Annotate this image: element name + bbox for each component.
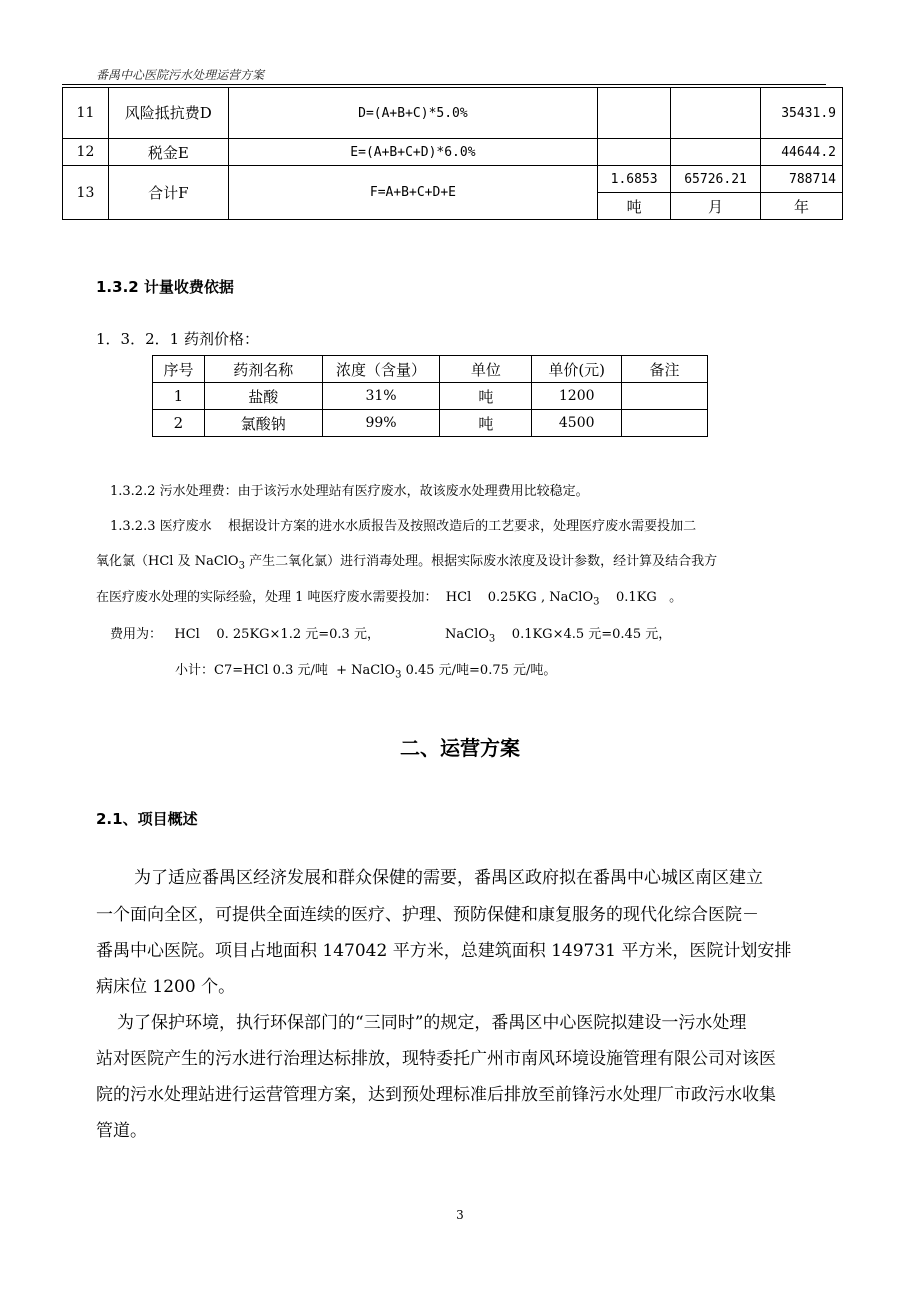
text-fragment: 氧化氯（HCl 及 NaClO	[96, 554, 239, 569]
col-header: 序号	[153, 356, 205, 383]
paragraph-1-3-2-3-line1: 1.3.2.3 医疗废水 根据设计方案的进水水质报告及按照改造后的工艺要求，处理医疗废水需要投加二	[110, 519, 697, 534]
table-row	[63, 166, 843, 193]
unit-year: 年	[761, 193, 843, 220]
row-item: 税金E	[108, 139, 228, 166]
reagent-price-table	[152, 355, 708, 437]
row-per-ton	[598, 88, 671, 139]
para2-line: 为了保护环境，执行环保部门的“三同时”的规定，番禺区中心医院拟建设一污水处理	[117, 1013, 747, 1033]
cell: 吨	[440, 410, 532, 437]
page-header-title: 番禺中心医院污水处理运营方案	[96, 68, 265, 82]
para1-line: 病床位 1200 个。	[96, 977, 236, 997]
table-row	[153, 383, 708, 410]
row-per-ton: 1.6853	[598, 166, 671, 193]
header-divider	[62, 84, 826, 85]
subscript: 3	[238, 560, 245, 572]
cell: 2	[153, 410, 205, 437]
cell: 99%	[322, 410, 440, 437]
unit-month: 月	[671, 193, 761, 220]
row-total: 44644.2	[761, 139, 843, 166]
cost-table	[62, 87, 843, 220]
paragraph-1-3-2-3-line2	[96, 550, 717, 572]
cell: 1	[153, 383, 205, 410]
text-fragment: 小计：C7=HCl 0.3 元/吨 + NaClO	[175, 663, 396, 678]
row-per-month	[671, 139, 761, 166]
cell	[622, 383, 708, 410]
col-header: 备注	[622, 356, 708, 383]
row-per-ton	[598, 139, 671, 166]
text-fragment: 0.1KG 。	[599, 590, 683, 605]
table-row	[63, 88, 843, 139]
subscript: 3	[488, 633, 496, 645]
section-heading-2-1: 2.1、项目概述	[96, 810, 198, 828]
text-fragment: 在医疗废水处理的实际经验，处理 1 吨医疗废水需要投加： HCl 0.25KG , NaClO	[96, 590, 594, 605]
row-no: 11	[63, 88, 109, 139]
col-header: 药剂名称	[204, 356, 322, 383]
chapter-title: 二、运营方案	[400, 736, 520, 760]
text-fragment: 产生二氧化氯）进行消毒处理。根据实际废水浓度及设计参数，经计算及结合我方	[244, 554, 718, 569]
para1-line: 番禺中心医院。项目占地面积 147042 平方米，总建筑面积 149731 平方米，医院计划安排	[96, 941, 792, 961]
fee-line-naclo3	[445, 623, 671, 645]
para2-line: 院的污水处理站进行运营管理方案，达到预处理标准后排放至前锋污水处理厂市政污水收集	[96, 1085, 776, 1105]
col-header: 浓度（含量）	[322, 356, 440, 383]
para2-line: 站对医院产生的污水进行治理达标排放，现特委托广州市南风环境设施管理有限公司对该医	[96, 1049, 776, 1069]
page-number: 3	[456, 1208, 464, 1222]
row-item: 风险抵抗费D	[108, 88, 228, 139]
row-no: 13	[63, 166, 109, 220]
table-row	[63, 139, 843, 166]
row-no: 12	[63, 139, 109, 166]
para2-line: 管道。	[96, 1121, 147, 1141]
cell: 盐酸	[204, 383, 322, 410]
text-fragment: 0.1KG×4.5 元=0.45 元，	[495, 627, 672, 642]
row-per-month: 65726.21	[671, 166, 761, 193]
subscript: 3	[395, 669, 402, 681]
subheading-1-3-2-1: 1．3．2．1 药剂价格：	[96, 330, 259, 348]
cell: 氯酸钠	[204, 410, 322, 437]
text-fragment: 0.45 元/吨=0.75 元/吨。	[401, 663, 557, 678]
text-fragment: NaClO	[445, 627, 489, 642]
cell: 31%	[322, 383, 440, 410]
cell	[622, 410, 708, 437]
paragraph-1-3-2-3-line3	[96, 586, 682, 608]
paragraph-1-3-2-2: 1.3.2.2 污水处理费：由于该污水处理站有医疗废水，故该废水处理费用比较稳定。	[110, 484, 589, 499]
subscript: 3	[593, 596, 600, 608]
cell: 1200	[532, 383, 622, 410]
cell: 吨	[440, 383, 532, 410]
row-formula: D=(A+B+C)*5.0%	[228, 88, 597, 139]
col-header: 单位	[440, 356, 532, 383]
row-per-month	[671, 88, 761, 139]
row-item: 合计F	[108, 166, 228, 220]
cell: 4500	[532, 410, 622, 437]
para1-line: 一个面向全区，可提供全面连续的医疗、护理、预防保健和康复服务的现代化综合医院－	[96, 905, 759, 925]
fee-line-hcl: 费用为： HCl 0. 25KG×1.2 元=0.3 元，	[110, 627, 380, 642]
row-formula: F=A+B+C+D+E	[228, 166, 597, 220]
row-total: 788714	[761, 166, 843, 193]
section-heading-1-3-2: 1.3.2 计量收费依据	[96, 278, 234, 296]
unit-ton: 吨	[598, 193, 671, 220]
row-formula: E=(A+B+C+D)*6.0%	[228, 139, 597, 166]
row-total: 35431.9	[761, 88, 843, 139]
para1-line: 为了适应番禺区经济发展和群众保健的需要，番禺区政府拟在番禺中心城区南区建立	[134, 868, 763, 888]
col-header: 单价(元)	[532, 356, 622, 383]
table-row	[153, 410, 708, 437]
table-header-row	[153, 356, 708, 383]
subtotal-line	[175, 659, 556, 681]
